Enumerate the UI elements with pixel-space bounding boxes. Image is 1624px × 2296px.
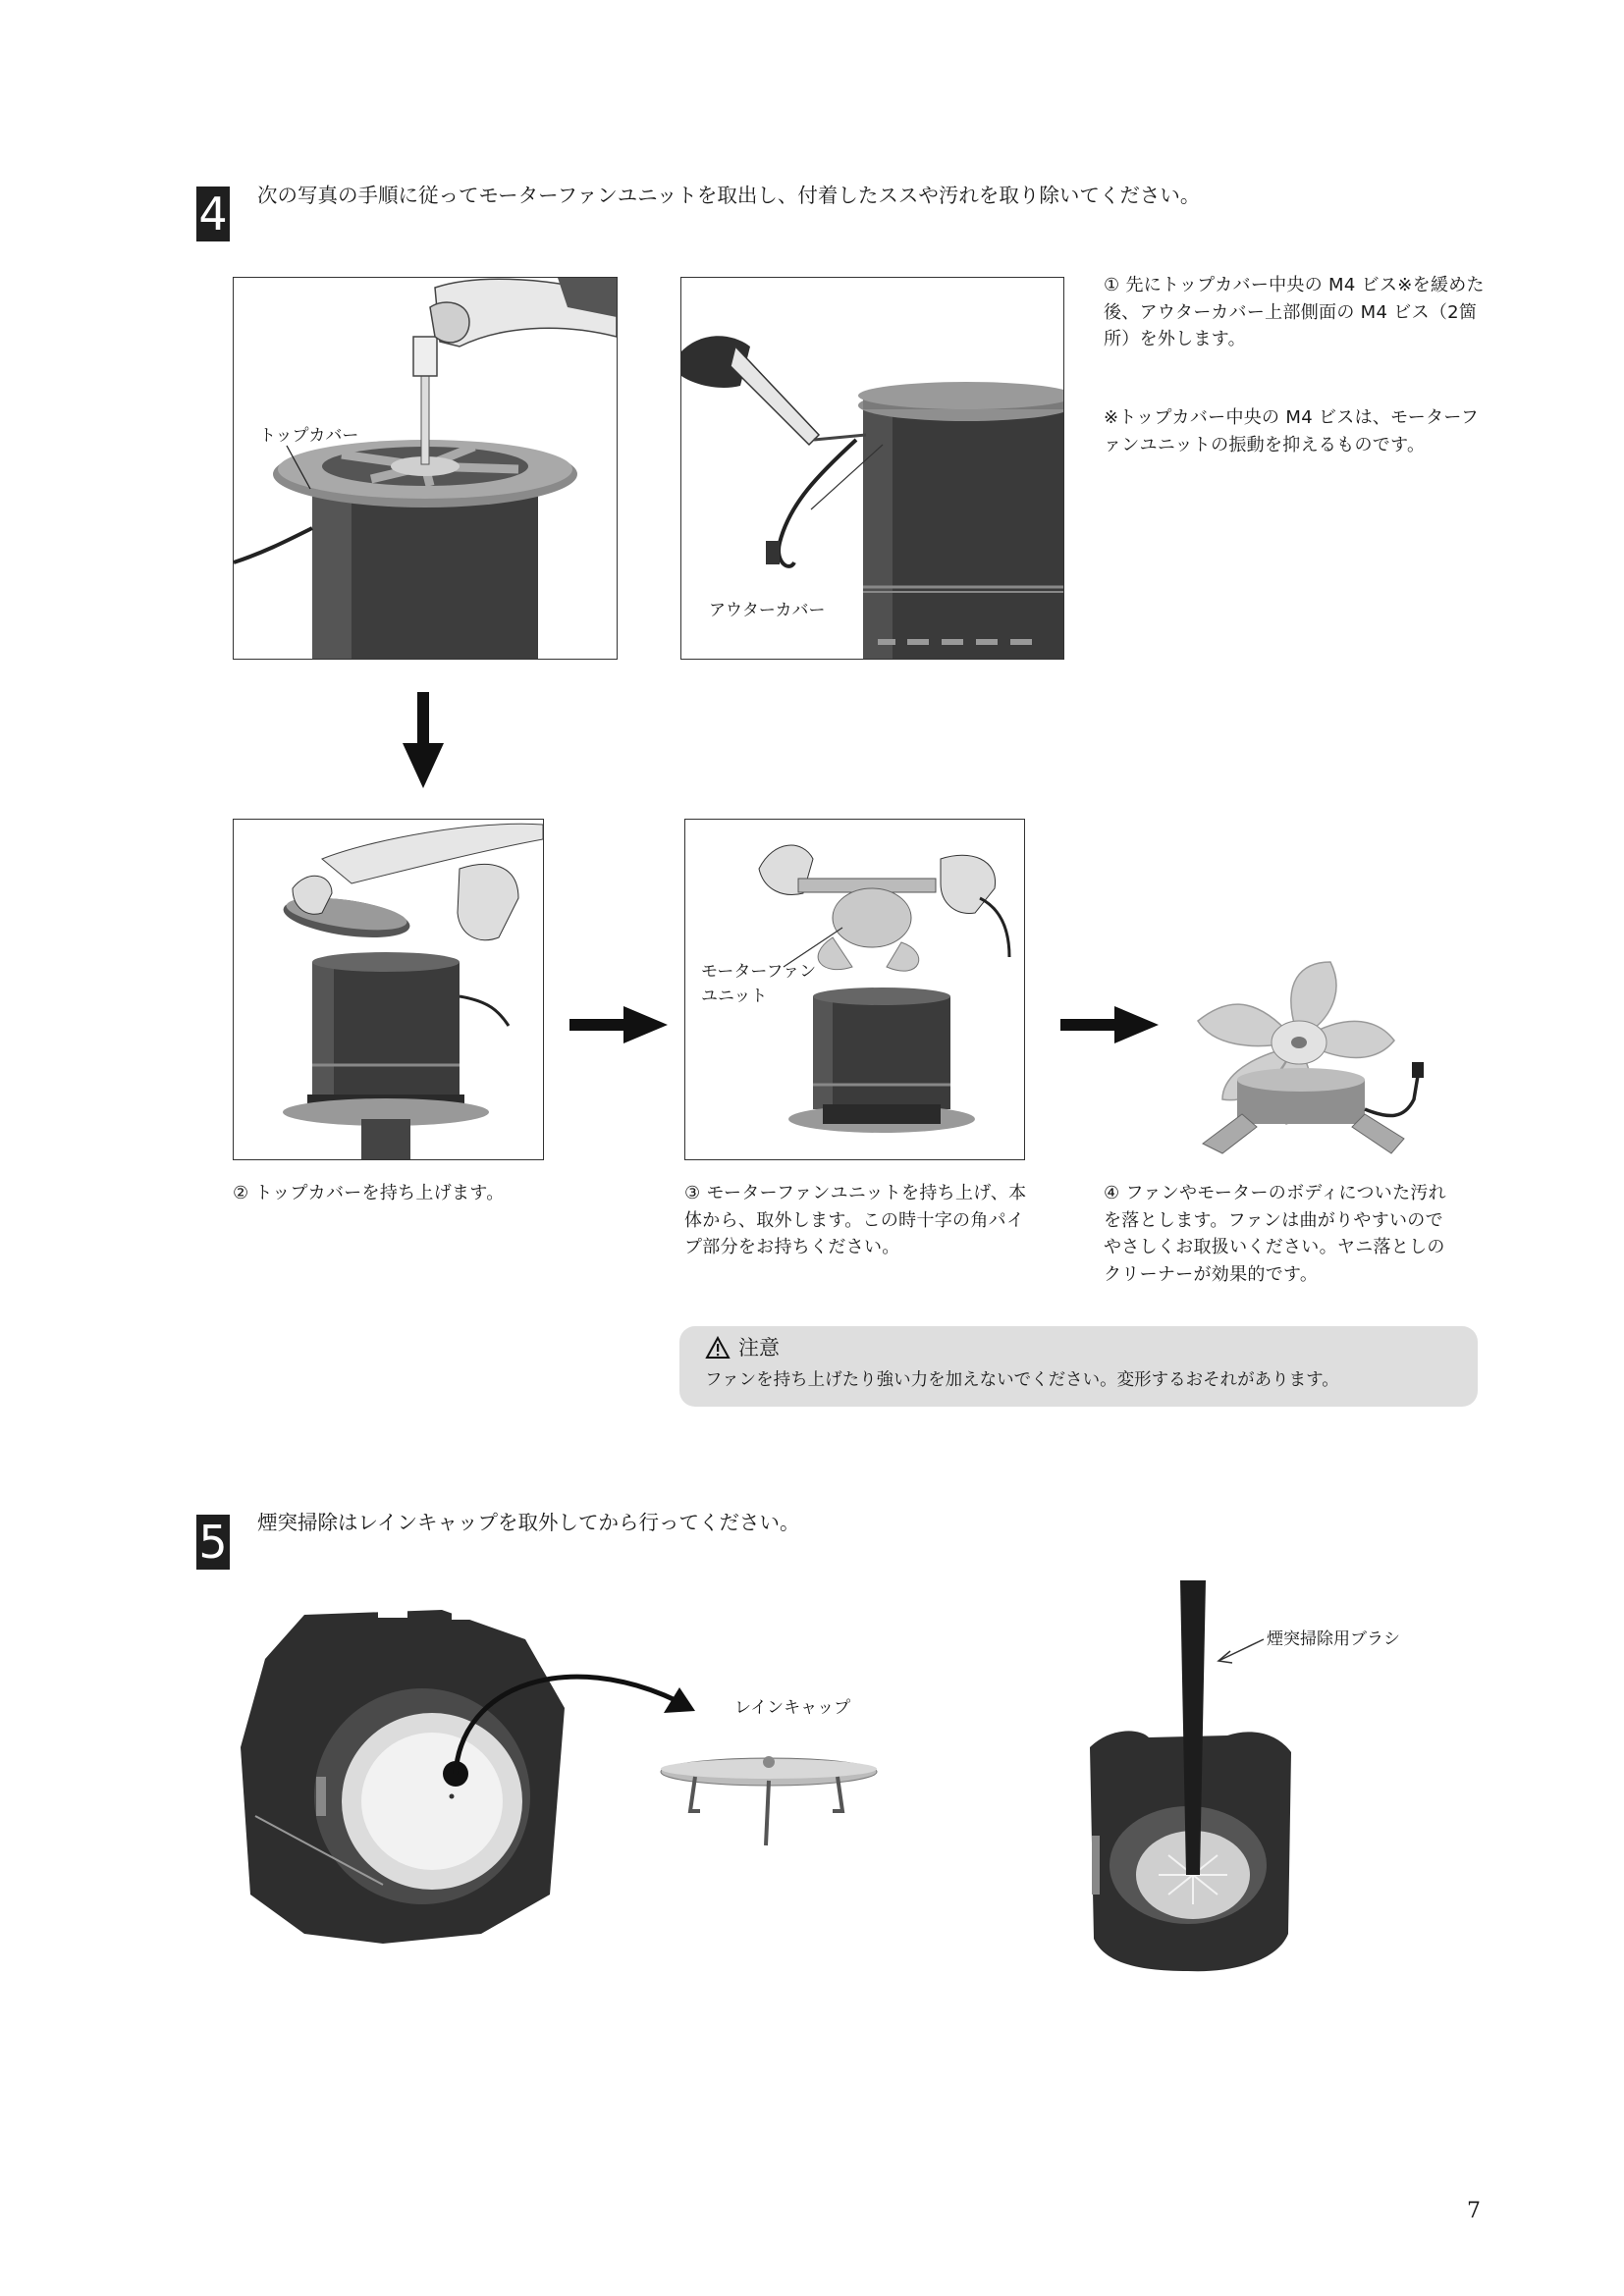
step-4-note-1-sub: ※トップカバー中央の M4 ビスは、モーターファンユニットの振動を抑えるものです。 xyxy=(1104,407,1480,455)
step-5-badge xyxy=(196,1515,230,1570)
page-number: 7 xyxy=(1467,2199,1481,2223)
top-cover-label: トップカバー xyxy=(259,426,359,446)
arrow-right-icon xyxy=(569,1006,668,1043)
step-4-caption-2: ② トップカバーを持ち上げます。 xyxy=(233,1183,505,1203)
step-4-caption-4: ④ ファンやモーターのボディについた汚れを落とします。ファンは曲がりやすいのでやさしくお取扱いください。ヤニ落としのクリーナーが効果的です。 xyxy=(1104,1183,1446,1285)
caution-box xyxy=(679,1326,1478,1407)
step-4-caption-3: ③ モーターファンユニットを持ち上げ、本体から、取外します。この時十字の角パイプ部分をお持ちください。 xyxy=(684,1183,1027,1257)
rain-cap-image xyxy=(656,1737,882,1855)
step-5-title: 煙突掃除はレインキャップを取外してから行ってください。 xyxy=(257,1511,800,1534)
top-cover-leader-line xyxy=(285,444,314,491)
step-5-number: 5 xyxy=(198,1516,228,1569)
step-4-badge xyxy=(196,187,230,241)
chimney-brush-label: 煙突掃除用ブラシ xyxy=(1267,1629,1400,1649)
arrow-down-icon xyxy=(403,692,444,790)
step-4-note-1: ① 先にトップカバー中央の M4 ビス※を緩めた後、アウターカバー上部側面の M4 ビス（2箇所）を外します。 xyxy=(1104,275,1485,349)
outer-cover-label: アウターカバー xyxy=(709,601,826,620)
motor-fan-unit-label-line-2: ユニット xyxy=(701,987,768,1006)
caution-body: ファンを持ち上げたり強い力を加えないでください。変形するおそれがあります。 xyxy=(705,1370,1339,1390)
rain-cap-label: レインキャップ xyxy=(734,1698,851,1718)
arrow-right-icon xyxy=(1060,1006,1159,1043)
caution-title: 注意 xyxy=(738,1336,780,1360)
photo-lift-top-cover xyxy=(233,819,544,1160)
lift-top-cover-illustration xyxy=(234,820,543,1159)
warning-triangle-icon xyxy=(705,1336,731,1360)
step-4-number: 4 xyxy=(198,187,228,240)
motor-fan-unit-label-line-1: モーターファン xyxy=(701,962,817,982)
step-4-title: 次の写真の手順に従ってモーターファンユニットを取出し、付着したススや汚れを取り除いてください。 xyxy=(257,184,1201,207)
brush-leader-arrow xyxy=(1213,1629,1272,1669)
fan-unit-image xyxy=(1183,952,1429,1158)
caution-header xyxy=(705,1334,780,1362)
motor-fan-unit-label xyxy=(701,960,816,1009)
